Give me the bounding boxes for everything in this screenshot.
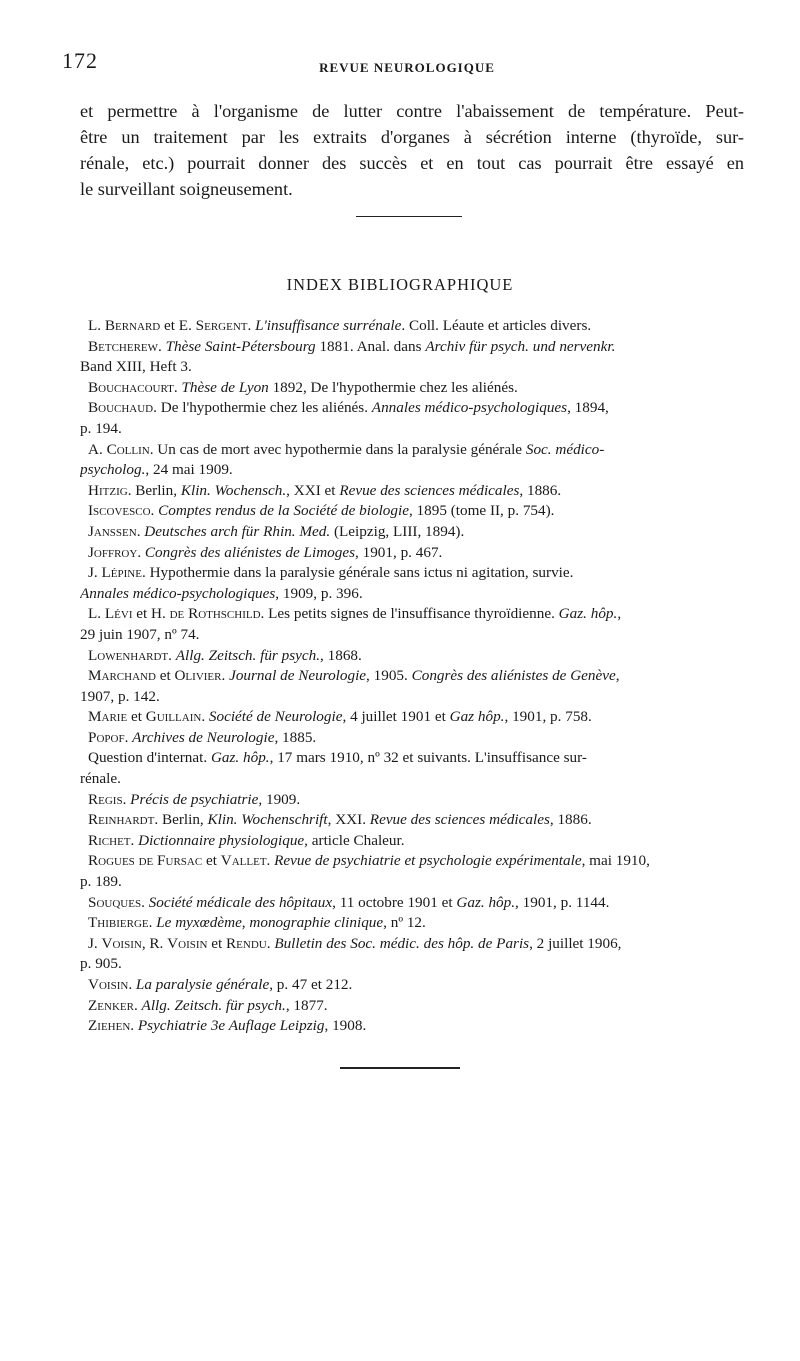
work-title: Revue de psychiatrie et psychologie expérimentale	[274, 852, 582, 870]
bibliography-entry	[80, 934, 746, 955]
entry-text: .	[141, 893, 149, 911]
entry-text: .	[130, 831, 139, 849]
entry-text: . Les petits signes de l'insuffisance thyroïdienne.	[260, 605, 559, 623]
entry-text: rénale.	[80, 770, 121, 788]
entry-text: .	[137, 543, 145, 561]
work-title: Dictionnaire physiologique	[138, 831, 305, 849]
bibliography-entry-continuation	[80, 460, 746, 481]
bibliography-entry	[80, 790, 746, 811]
bibliography-list	[80, 316, 746, 1037]
author-name: Bouchacourt	[88, 378, 174, 396]
bibliography-entry	[80, 440, 746, 461]
entry-text: p. 189.	[80, 873, 122, 891]
entry-text: , 1901, p. 758.	[504, 708, 592, 726]
entry-text: , 4 juillet 1901 et	[342, 708, 450, 726]
bibliography-entry	[80, 666, 746, 687]
entry-text: et	[127, 708, 146, 726]
end-divider	[340, 1067, 460, 1069]
author-name: Voisin	[167, 934, 208, 952]
entry-text: , mai 1910,	[581, 852, 650, 870]
entry-text: .	[148, 914, 157, 932]
author-name: Lépine	[101, 564, 142, 582]
bibliography-entry-continuation	[80, 687, 746, 708]
entry-text: . Hypothermie dans la paralysie générale sans ictus ni agitation, survie.	[141, 564, 574, 582]
work-title: Journal de Neurologie	[229, 667, 367, 685]
work-title: Congrès des aliénistes de Genève	[411, 667, 616, 685]
entry-text: L.	[88, 317, 105, 334]
bibliography-entry-continuation	[80, 769, 746, 790]
work-title: L'insuffisance surrénale	[255, 317, 402, 334]
work-title: Revue des sciences médicales	[339, 481, 520, 499]
work-title: Psychiatrie 3e Auflage Leipzig	[137, 1017, 325, 1035]
entry-text: Band XIII, Heft 3.	[80, 358, 192, 376]
bibliography-entry-continuation	[80, 357, 746, 378]
work-title: Soc. médico-	[525, 440, 605, 458]
bibliography-entry	[80, 707, 746, 728]
bibliography-entry	[80, 337, 746, 358]
entry-text: . Un cas de mort avec hypothermie dans la paralysie générale	[149, 440, 526, 458]
entry-text: 1907, p. 142.	[80, 687, 160, 705]
entry-text: .	[133, 996, 142, 1014]
entry-text: .	[173, 378, 182, 396]
entry-text: , 2 juillet 1906,	[529, 934, 622, 952]
entry-text: .	[136, 522, 145, 540]
bibliography-entry	[80, 748, 746, 769]
bibliography-entry	[80, 604, 746, 625]
entry-text: .	[201, 708, 209, 726]
entry-text: , 1909.	[258, 790, 301, 808]
author-name: Hitzig	[88, 481, 128, 499]
author-name: Iscovesco	[88, 502, 151, 520]
entry-text: .	[130, 1017, 138, 1035]
entry-text: 29 juin 1907, nº 74.	[80, 625, 200, 643]
bibliography-entry	[80, 646, 746, 667]
entry-text: .	[122, 790, 131, 808]
entry-text: , 24 mai 1909.	[145, 461, 233, 479]
bibliography-entry	[80, 728, 746, 749]
author-name: Joffroy	[88, 543, 138, 561]
bibliography-entry	[80, 316, 746, 337]
author-name: Bouchaud	[88, 399, 154, 417]
work-title: Comptes rendus de la Société de biologie	[158, 502, 409, 520]
entry-text: et E.	[160, 317, 196, 334]
work-title: Bulletin des Soc. médic. des hôp. de Paris	[274, 934, 530, 952]
author-name: Lévi	[104, 605, 133, 623]
author-name: Regis	[88, 790, 123, 808]
work-title: La paralysie générale	[135, 976, 270, 993]
entry-text: , 1909, p. 396.	[275, 584, 363, 602]
entry-text: , 1885.	[274, 728, 317, 746]
bibliography-entry	[80, 501, 746, 522]
work-title: Le myxœdème, monographie clinique	[156, 914, 384, 932]
entry-text: .	[168, 646, 176, 664]
work-title: Revue des sciences médicales	[369, 811, 550, 829]
bibliography-entry	[80, 851, 746, 872]
entry-text: , 1886.	[519, 481, 562, 499]
author-name: Collin	[106, 440, 150, 458]
bibliography-entry	[80, 831, 746, 852]
entry-text: et	[207, 934, 227, 952]
entry-text: , 1901, p. 1144.	[515, 893, 610, 911]
author-name: Rendu	[226, 934, 267, 952]
author-name: Janssen	[88, 522, 137, 540]
author-name: Reinhardt	[88, 811, 155, 829]
bibliography-entry	[80, 810, 746, 831]
author-name: Voisin	[88, 976, 129, 993]
entry-text: , article Chaleur.	[304, 831, 405, 849]
entry-text: , 1868.	[320, 646, 362, 664]
work-title: Gaz. hôp.	[456, 893, 516, 911]
entry-text: J.	[88, 934, 102, 952]
bibliography-entry-continuation	[80, 625, 746, 646]
author-name: Vallet	[220, 852, 267, 870]
work-title: Klin. Wochensch.	[180, 481, 287, 499]
work-title: Congrès des aliénistes de Limoges	[144, 543, 356, 561]
section-divider	[356, 216, 462, 217]
entry-text: .	[158, 337, 166, 355]
work-title: Klin. Wochenschrift	[207, 811, 328, 829]
entry-text: , 1895 (tome II, p. 754).	[408, 502, 555, 520]
entry-text: , 1877.	[285, 996, 328, 1014]
work-title: Thèse Saint-Pétersbourg	[165, 337, 316, 355]
entry-text: .	[266, 934, 275, 952]
work-title: Archiv für psych. und nervenkr.	[425, 337, 616, 355]
intro-line: le surveillant soigneusement.	[80, 179, 293, 199]
entry-text: , 11 octobre 1901 et	[332, 893, 457, 911]
work-title: Annales médico-psychologiques	[80, 584, 276, 602]
author-name: Thibierge	[88, 914, 149, 932]
page-number: 172	[62, 48, 98, 73]
entry-text: . Coll. Léaute et articles divers.	[401, 317, 592, 334]
intro-line: et permettre à l'organisme de lutter contre l'abaissement de température. Peut-	[80, 101, 744, 121]
entry-text: .	[128, 976, 136, 993]
work-title: Gaz. hôp.	[558, 605, 618, 623]
work-title: Annales médico-psychologiques	[371, 399, 568, 417]
entry-text: et	[155, 667, 175, 685]
intro-line: rénale, etc.) pourrait donner des succès et en tout cas pourrait être essayé en	[80, 153, 744, 173]
entry-text: , 1901, p. 467.	[355, 543, 443, 561]
entry-text: .	[266, 852, 275, 870]
author-name: Bernard	[104, 317, 161, 334]
bibliography-entry-continuation	[80, 584, 746, 605]
entry-text: . De l'hypothermie chez les aliénés.	[153, 399, 372, 417]
author-name: Popof	[88, 728, 125, 746]
entry-text: , R.	[141, 934, 168, 952]
index-title: INDEX BIBLIOGRAPHIQUE	[286, 275, 514, 294]
entry-text: p. 905.	[80, 955, 122, 973]
work-title: Gaz. hôp.	[210, 749, 270, 767]
entry-text: , nº 12.	[383, 914, 426, 932]
entry-text: 1892, De l'hypothermie chez les aliénés.	[268, 378, 518, 396]
author-name: Sergent	[195, 317, 248, 334]
bibliography-entry	[80, 996, 746, 1017]
running-head: REVUE NEUROLOGIQUE	[319, 60, 495, 75]
entry-text: A.	[88, 440, 107, 458]
entry-text: ,	[615, 667, 620, 685]
entry-text: , 1908.	[324, 1017, 367, 1035]
entry-text: et	[202, 852, 221, 870]
entry-text: .	[247, 317, 256, 334]
entry-text: , XXI.	[327, 811, 370, 829]
bibliography-entry	[80, 522, 746, 543]
bibliography-entry	[80, 543, 746, 564]
author-name: Betcherew	[88, 337, 159, 355]
entry-text: , p. 47 et 212.	[269, 976, 353, 993]
bibliography-entry-continuation	[80, 954, 746, 975]
entry-text: p. 194.	[80, 419, 122, 437]
entry-text: (Leipzig, LIII, 1894).	[330, 522, 465, 540]
author-name: Marie	[88, 708, 128, 726]
entry-text: . Berlin,	[127, 481, 181, 499]
work-title: Gaz hôp.	[449, 708, 505, 726]
bibliography-entry-continuation	[80, 872, 746, 893]
work-title: Société de Neurologie	[208, 708, 343, 726]
work-title: psycholog.	[80, 461, 146, 479]
author-name: Olivier	[174, 667, 222, 685]
entry-text: , 1886.	[549, 811, 592, 829]
entry-text: .	[124, 728, 133, 746]
bibliography-entry	[80, 975, 746, 996]
entry-text: .	[150, 502, 159, 520]
bibliography-entry	[80, 913, 746, 934]
bibliography-entry	[80, 1016, 746, 1037]
author-name: de Rothschild	[169, 605, 261, 623]
entry-text: , 1894,	[567, 399, 609, 417]
entry-text: Question d'internat.	[88, 749, 211, 767]
entry-text: , XXI et	[286, 481, 340, 499]
entry-text: 1881. Anal. dans	[315, 337, 426, 355]
author-name: Marchand	[88, 667, 156, 685]
author-name: Voisin	[101, 934, 142, 952]
bibliography-entry	[80, 481, 746, 502]
intro-paragraph	[80, 98, 744, 202]
author-name: Zenker	[88, 996, 134, 1014]
intro-line: être un traitement par les extraits d'organes à sécrétion interne (thyroïde, sur-	[80, 127, 744, 147]
bibliography-entry	[80, 378, 746, 399]
author-name: Lowenhardt	[88, 646, 169, 664]
work-title: Deutsches arch für Rhin. Med.	[144, 522, 331, 540]
work-title: Allg. Zeitsch. für psych.	[175, 646, 321, 664]
entry-text: .	[221, 667, 230, 685]
author-name: Ziehen	[88, 1017, 131, 1035]
entry-text: , 1905.	[366, 667, 412, 685]
entry-text: J.	[88, 564, 102, 582]
entry-text: ,	[617, 605, 622, 623]
bibliography-entry	[80, 563, 746, 584]
entry-text: et H.	[132, 605, 170, 623]
author-name: Souques	[88, 893, 142, 911]
work-title: Précis de psychiatrie	[130, 790, 259, 808]
bibliography-entry	[80, 893, 746, 914]
work-title: Société médicale des hôpitaux	[148, 893, 333, 911]
bibliography-entry	[80, 398, 746, 419]
entry-text: , 17 mars 1910, nº 32 et suivants. L'insuffisance sur-	[269, 749, 587, 767]
entry-text: L.	[88, 605, 105, 623]
author-name: Richet	[88, 831, 131, 849]
page-header	[62, 44, 752, 84]
bibliography-entry-continuation	[80, 419, 746, 440]
work-title: Allg. Zeitsch. für psych.	[141, 996, 286, 1014]
entry-text: . Berlin,	[154, 811, 208, 829]
author-name: Rogues de Fursac	[88, 852, 203, 870]
work-title: Archives de Neurologie	[132, 728, 275, 746]
author-name: Guillain	[145, 708, 202, 726]
work-title: Thèse de Lyon	[181, 378, 269, 396]
